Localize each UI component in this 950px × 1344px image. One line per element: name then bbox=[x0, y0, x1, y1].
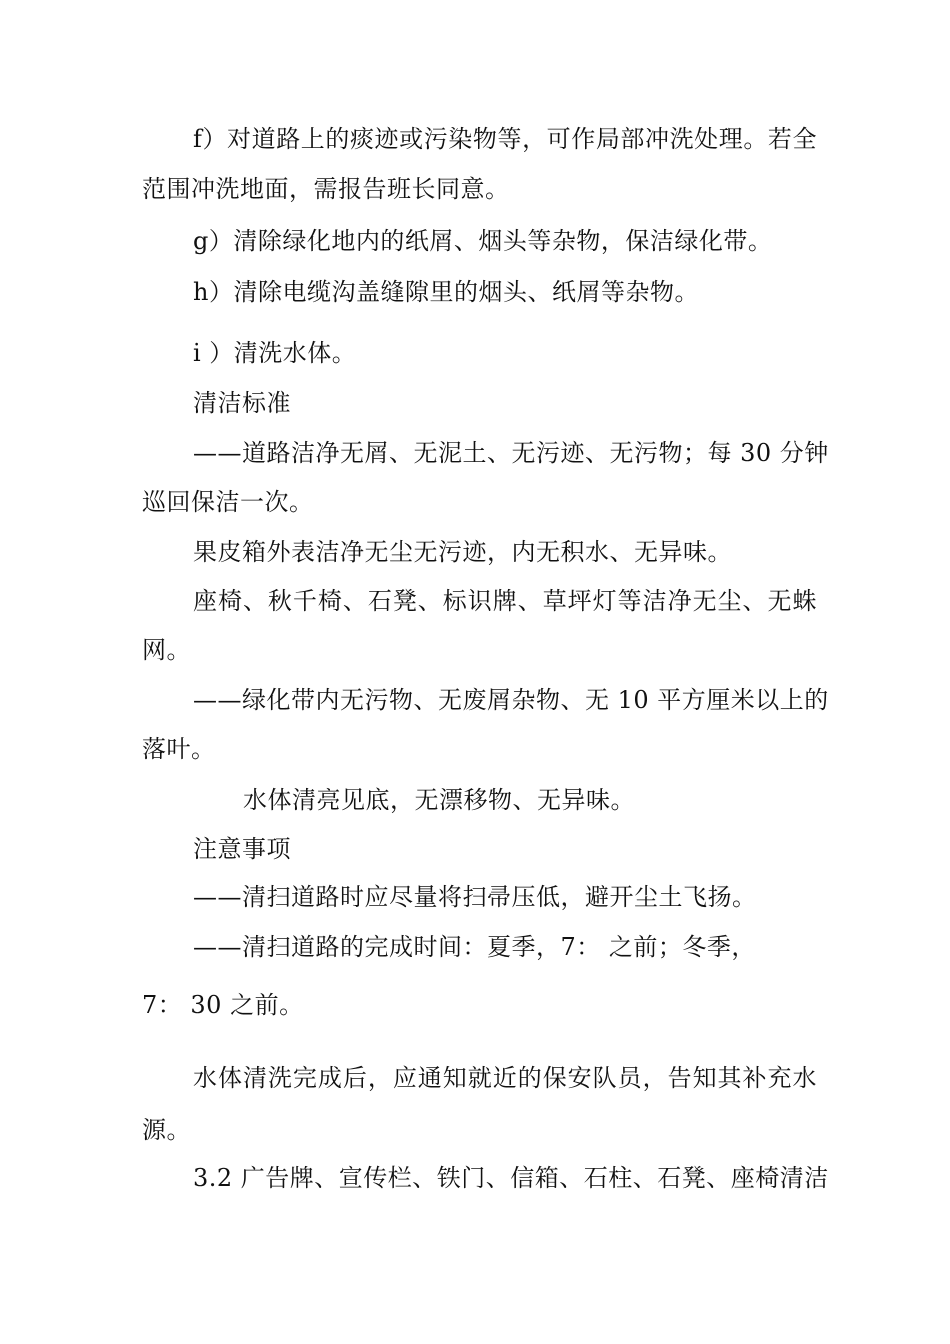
paragraph-line-sweep-time-cont: 7： 30 之前。 bbox=[142, 991, 304, 1019]
paragraph-line-sweep-note: ——清扫道路时应尽量将扫帚压低，避开尘土飞扬。 bbox=[193, 883, 757, 911]
paragraph-line-water-notify: 水体清洗完成后，应通知就近的保安队员，告知其补充水 bbox=[193, 1064, 817, 1092]
paragraph-line-f: f）对道路上的痰迹或污染物等，可作局部冲洗处理。若全 bbox=[193, 125, 817, 153]
paragraph-line-sweep-time: ——清扫道路的完成时间：夏季，7： 之前；冬季， bbox=[193, 933, 756, 961]
paragraph-line-green-standard-cont: 落叶。 bbox=[142, 735, 216, 763]
paragraph-line-f-cont: 范围冲洗地面，需报告班长同意。 bbox=[142, 175, 510, 203]
section-heading-3-2: 3.2 广告牌、宣传栏、铁门、信箱、石柱、石凳、座椅清洁 bbox=[193, 1164, 829, 1192]
section-heading-precautions: 注意事项 bbox=[193, 835, 291, 863]
paragraph-line-bin-standard: 果皮箱外表洁净无尘无污迹，内无积水、无异味。 bbox=[193, 538, 732, 566]
paragraph-line-h: h）清除电缆沟盖缝隙里的烟头、纸屑等杂物。 bbox=[193, 278, 699, 306]
paragraph-line-water-notify-cont: 源。 bbox=[142, 1116, 191, 1144]
paragraph-line-seat-standard: 座椅、秋千椅、石凳、标识牌、草坪灯等洁净无尘、无蛛 bbox=[193, 587, 817, 615]
paragraph-line-road-standard: ——道路洁净无屑、无泥土、无污迹、无污物；每 30 分钟 bbox=[193, 439, 829, 467]
paragraph-line-road-standard-cont: 巡回保洁一次。 bbox=[142, 488, 314, 516]
paragraph-line-green-standard: ——绿化带内无污物、无废屑杂物、无 10 平方厘米以上的 bbox=[193, 686, 829, 714]
paragraph-line-g: g）清除绿化地内的纸屑、烟头等杂物，保洁绿化带。 bbox=[193, 227, 773, 255]
paragraph-line-water-standard: 水体清亮见底，无漂移物、无异味。 bbox=[243, 786, 635, 814]
section-heading-cleaning-standard: 清洁标准 bbox=[193, 389, 291, 417]
paragraph-line-i: i ）清洗水体。 bbox=[193, 339, 357, 367]
paragraph-line-seat-standard-cont: 网。 bbox=[142, 636, 191, 664]
